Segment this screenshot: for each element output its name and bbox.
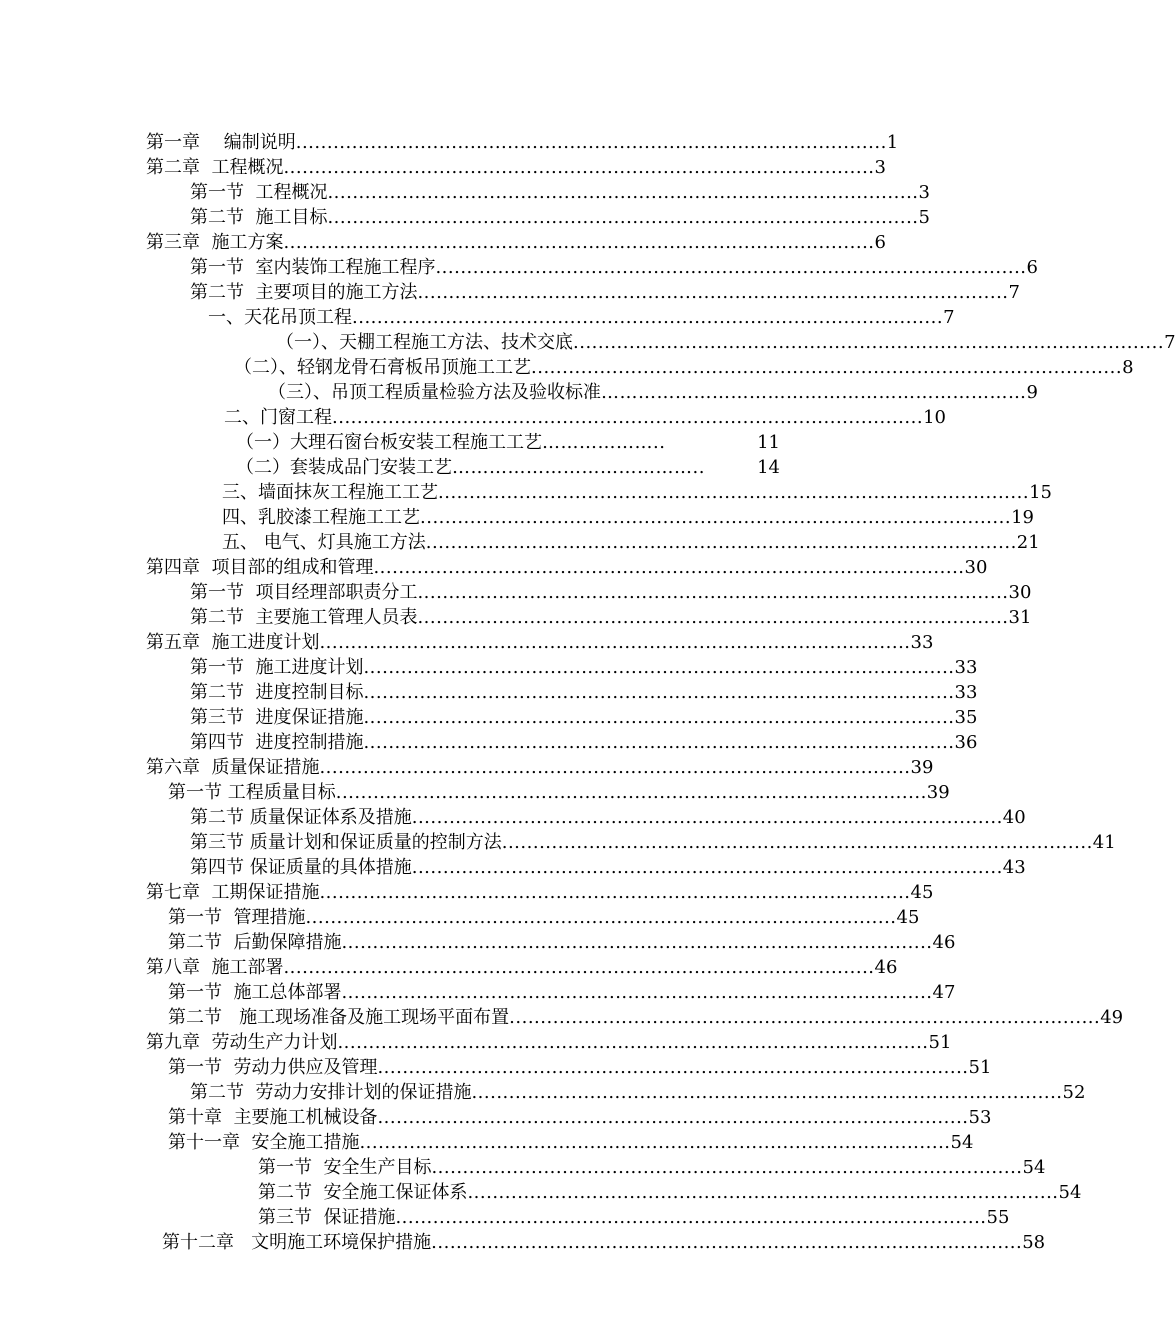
toc-entry-title: 第二节 施工目标 [190,207,328,228]
toc-page-number: 45 [896,907,920,928]
toc-entry-title: 第一节 劳动力供应及管理 [168,1057,378,1078]
toc-entry-title: 第二节 质量保证体系及措施 [190,807,412,828]
toc-entry-title: 第二节 进度控制目标 [190,682,364,703]
toc-page-number: 40 [1002,807,1026,828]
toc-page-number: 55 [986,1207,1010,1228]
toc-page-number: 45 [910,882,934,903]
dot-leader: ............................................................................................... [509,1007,1101,1028]
toc-page-number: 39 [910,757,934,778]
toc-entry[interactable] [146,230,886,255]
toc-entry-title: 第九章 劳动生产力计划 [146,1032,338,1053]
toc-entry[interactable] [208,305,955,330]
dot-leader: ............................................................................................... [319,632,911,653]
dot-leader: ............................................................................................... [425,532,1017,553]
dot-leader: ............................................................................................... [319,882,911,903]
dot-leader: ............................................................................................... [305,907,897,928]
toc-entry[interactable] [168,780,950,805]
toc-entry[interactable] [236,430,780,455]
toc-entry[interactable] [190,655,978,680]
toc-entry-title: 第一节 项目经理部职责分工 [190,582,418,603]
dot-leader: ............................................................................................... [332,407,924,428]
toc-page-number: 33 [954,657,978,678]
toc-entry[interactable] [190,855,1026,880]
dot-leader: ............................................................................................... [283,957,875,978]
toc-entry[interactable] [146,155,886,180]
toc-page-number: 33 [910,632,934,653]
toc-entry-title: 五、 电气、灯具施工方法 [222,532,426,553]
toc-page-number: 30 [964,557,988,578]
dot-leader: ............................................................................................... [377,1057,969,1078]
toc-entry[interactable] [146,555,988,580]
toc-entry[interactable] [190,580,1032,605]
toc-entry[interactable] [146,130,899,155]
dot-leader: ............................................................................................... [395,1207,987,1228]
toc-page-number: 15 [1029,482,1052,503]
toc-page-number: 58 [1022,1232,1046,1253]
toc-entry[interactable] [190,1080,1086,1105]
dot-leader: ............................................................................................... [327,182,919,203]
toc-entry[interactable] [190,605,1032,630]
toc-entry-title: 第一节 施工总体部署 [168,982,342,1003]
toc-entry-title: 第四节 进度控制措施 [190,732,364,753]
toc-page-number: 46 [874,957,898,978]
dot-leader: ............................................................................................... [435,257,1027,278]
toc-entry-title: 第二节 后勤保障措施 [168,932,342,953]
toc-page-number: 9 [1026,382,1038,403]
dot-leader: ............................................................................................... [411,857,1003,878]
toc-page-number: 6 [1026,257,1038,278]
toc-entry[interactable] [162,1230,1046,1255]
dot-leader: ............................................................................................... [327,207,919,228]
toc-entry-title: 第二节 施工现场准备及施工现场平面布置 [168,1007,510,1028]
toc-entry[interactable] [190,705,978,730]
toc-page-number: 54 [1058,1182,1082,1203]
toc-entry[interactable] [224,405,946,430]
toc-entry[interactable] [168,1005,1124,1030]
toc-entry[interactable] [190,280,1020,305]
toc-entry[interactable] [222,480,1052,505]
toc-entry[interactable] [258,1155,1046,1180]
dot-leader: ............................................................................................... [319,757,911,778]
toc-entry-title: 一、天花吊顶工程 [208,307,352,328]
dot-leader: ............................................................................................... [335,782,927,803]
toc-entry-title: 第二节 主要项目的施工方法 [190,282,418,303]
toc-entry[interactable] [168,1130,974,1155]
toc-entry-title: （一）大理石窗台板安装工程施工工艺 [236,432,542,453]
toc-entry[interactable] [190,180,930,205]
dot-leader: ............................................................................................... [573,332,1165,353]
toc-entry-title: 四、乳胶漆工程施工工艺 [222,507,420,528]
dot-leader: ............................................................................................... [363,732,955,753]
toc-entry[interactable] [168,930,956,955]
toc-page-number: 7 [943,307,955,328]
toc-entry-title: （三）、吊顶工程质量检验方法及验收标准 [268,382,601,403]
dot-leader: ............................................................................................... [352,307,944,328]
toc-entry[interactable] [168,980,956,1005]
toc-page-number: 35 [954,707,978,728]
toc-entry-title: 第八章 施工部署 [146,957,284,978]
toc-entry-title: 第三节 质量计划和保证质量的控制方法 [190,832,502,853]
toc-page-number: 54 [950,1132,974,1153]
toc-entry[interactable] [234,355,1134,380]
dot-leader: ............................................................................................... [363,707,955,728]
toc-entry-title: 第三节 保证措施 [258,1207,396,1228]
toc-entry-title: （一）、天棚工程施工方法、技术交底 [276,332,573,353]
toc-page-number: 31 [1008,607,1032,628]
toc-entry-title: 第四节 保证质量的具体措施 [190,857,412,878]
toc-page-number: 49 [1100,1007,1124,1028]
dot-leader: ............................................................................................... [501,832,1093,853]
toc-entry-title: 三、墙面抹灰工程施工工艺 [222,482,438,503]
dot-leader: ............................................................................................... [420,507,1012,528]
toc-page-number: 36 [954,732,978,753]
toc-page-number: 52 [1062,1082,1086,1103]
toc-entry[interactable] [146,1030,952,1055]
dot-leader: ............................................................................................... [411,807,1003,828]
toc-entry[interactable] [276,330,1176,355]
dot-leader: ............................................................................................... [373,557,965,578]
toc-entry[interactable] [258,1180,1082,1205]
toc-page-number: 51 [928,1032,952,1053]
dot-leader: ............................................................................................... [417,607,1009,628]
toc-entry[interactable] [146,880,934,905]
toc-entry[interactable] [190,680,978,705]
toc-entry[interactable] [146,630,934,655]
toc-page-number: 8 [1122,357,1134,378]
toc-page-number: 54 [1022,1157,1046,1178]
toc-page-number: 11 [757,432,780,453]
dot-leader: ............................................................................................... [363,682,955,703]
toc-entry[interactable] [190,730,978,755]
toc-entry-title: 第六章 质量保证措施 [146,757,320,778]
toc-entry-title: 第一节 室内装饰工程施工程序 [190,257,436,278]
toc-entry-title: 第二节 劳动力安排计划的保证措施 [190,1082,472,1103]
toc-entry-title: 第一节 管理措施 [168,907,306,928]
toc-entry-title: 第二章 工程概况 [146,157,284,178]
dot-leader: ............................................................................................... [363,657,955,678]
toc-page-number: 33 [954,682,978,703]
dot-leader: ............................................................................................... [295,132,887,153]
dot-leader: ............................................................................................... [438,482,1030,503]
toc-page-number: 1 [886,132,899,153]
dot-leader: ............................................................................................... [337,1032,929,1053]
toc-page-number: 3 [874,157,886,178]
dot-leader: ............................................................................................... [531,357,1123,378]
toc-entry[interactable] [258,1205,1010,1230]
toc-entry-title: 第一节 工程质量目标 [168,782,336,803]
toc-page-number: 7 [1008,282,1020,303]
toc-entry[interactable] [168,905,920,930]
toc-entry-title: 第七章 工期保证措施 [146,882,320,903]
toc-page-number: 53 [968,1107,992,1128]
toc-entry[interactable] [222,505,1034,530]
toc-entry-title: 第一节 施工进度计划 [190,657,364,678]
toc-entry[interactable] [190,205,930,230]
dot-leader: ............................................................................................... [341,932,933,953]
toc-entry-title: 第十二章 文明施工环境保护措施 [162,1232,432,1253]
dot-leader: ............................................................................................... [431,1157,1023,1178]
toc-entry[interactable] [146,755,934,780]
dot-leader: ............................................................................................... [471,1082,1063,1103]
dot-leader: ……………….. [542,432,666,453]
dot-leader: ............................................................................................... [431,1232,1023,1253]
toc-page-number: 43 [1002,857,1026,878]
dot-leader: ............................................................................................... [417,282,1009,303]
toc-page-number: 5 [918,207,930,228]
dot-leader: ............................................................................................... [283,232,875,253]
toc-page-number: 19 [1011,507,1034,528]
toc-page-number: 7 [1164,332,1176,353]
toc-entry-title: 第二节 安全施工保证体系 [258,1182,468,1203]
toc-entry[interactable] [268,380,1038,405]
toc-entry[interactable] [222,530,1040,555]
toc-page-number: 10 [923,407,946,428]
dot-leader: ............................................................................................... [467,1182,1059,1203]
toc-page-number: 14 [757,457,780,478]
toc-entry-title: 第一节 安全生产目标 [258,1157,432,1178]
dot-leader: ............................................................................................... [283,157,875,178]
toc-page-number: 47 [932,982,956,1003]
toc-page-number: 21 [1016,532,1040,553]
toc-page-number: 41 [1092,832,1116,853]
toc-page-number: 46 [932,932,956,953]
dot-leader: ............................................................................................... [341,982,933,1003]
toc-entry-title: 第三章 施工方案 [146,232,284,253]
dot-leader: ............................................................................................... [359,1132,951,1153]
toc-entry-title: （二）套装成品门安装工艺 [236,457,452,478]
dot-leader: ............................................................................................... [377,1107,969,1128]
toc-page-number: 51 [968,1057,992,1078]
dot-leader: ............................................................................................... [417,582,1009,603]
toc-entry-title: 第五章 施工进度计划 [146,632,320,653]
toc-entry[interactable] [190,255,1038,280]
toc-page-number: 3 [918,182,930,203]
toc-entry[interactable] [190,805,1026,830]
toc-page-number: 39 [926,782,950,803]
toc-entry[interactable] [168,1055,992,1080]
toc-entry-title: 第一章 编制说明 [146,132,296,153]
toc-entry-title: （二）、轻钢龙骨石膏板吊顶施工工艺 [234,357,531,378]
toc-page-number: 30 [1008,582,1032,603]
toc-entry-title: 第三节 进度保证措施 [190,707,364,728]
toc-entry[interactable] [168,1105,992,1130]
dot-leader: ………………………………….. [452,457,705,478]
dot-leader: …………………………………………………………… [601,382,1027,403]
toc-entry[interactable] [236,455,780,480]
toc-entry[interactable] [146,955,898,980]
toc-entry-title: 第十章 主要施工机械设备 [168,1107,378,1128]
toc-entry-title: 第二节 主要施工管理人员表 [190,607,418,628]
toc-entry-title: 第四章 项目部的组成和管理 [146,557,374,578]
toc-entry-title: 第一节 工程概况 [190,182,328,203]
toc-entry-title: 第十一章 安全施工措施 [168,1132,360,1153]
toc-page-number: 6 [874,232,886,253]
toc-entry[interactable] [190,830,1116,855]
toc-entry-title: 二、门窗工程 [224,407,332,428]
